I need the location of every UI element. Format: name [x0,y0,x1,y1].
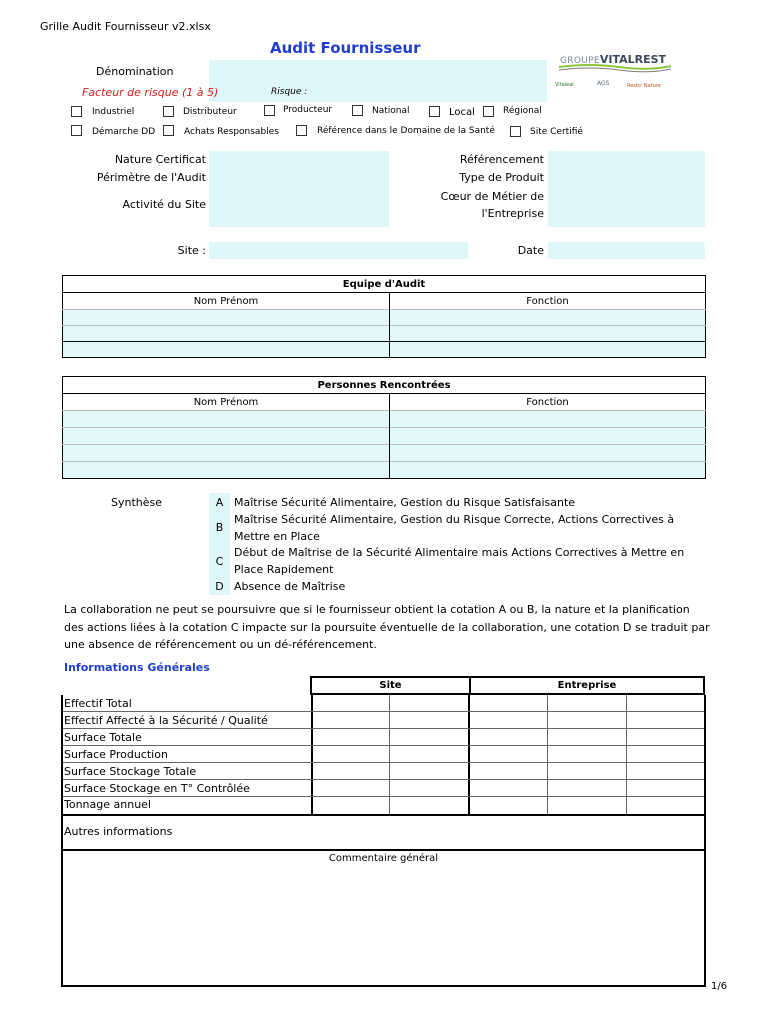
other-info-label: Autres informations [64,825,173,838]
people-met-function-cell[interactable] [390,428,706,445]
audit-team-col-name: Nom Prénom [63,293,390,310]
people-met-col-function: Fonction [526,396,569,408]
logo-sub1: Vitaleal [555,82,574,88]
page-number: 1/6 [711,981,728,992]
coeur-metier-label-1: Cœur de Métier de [440,190,544,203]
type-produit-label: Type de Produit [459,171,544,184]
checkbox-site-certifie[interactable] [510,126,521,137]
nature-certificat-label: Nature Certificat [114,153,206,166]
referencement-label: Référencement [459,153,544,166]
checkbox-label-regional: Régional [503,106,542,116]
checkbox-label-producteur: Producteur [283,105,333,115]
general-info-col-entreprise: Entreprise [557,680,617,691]
synthesis-label: Synthèse [111,496,163,509]
table-row [63,445,706,462]
logo-name: VITALREST [599,53,667,66]
people-met-name-cell[interactable] [63,411,390,428]
info-row-label: Effectif Total [64,697,132,710]
info-row-label: Surface Totale [64,731,142,744]
site-label: Site : [177,244,206,257]
checkbox-label-reference-sante: Référence dans le Domaine de la Santé [317,126,495,136]
date-field[interactable] [548,242,705,259]
checkbox-regional[interactable] [483,106,494,117]
audit-team-name-cell[interactable] [63,342,390,358]
table-row [63,462,706,479]
audit-team-table [62,275,706,358]
general-info-header [310,676,705,695]
logo-sub2: AGS [597,80,610,87]
audit-team-function-cell[interactable] [390,342,706,358]
people-met-function-cell[interactable] [390,462,706,479]
synthesis-option-a: Maîtrise Sécurité Alimentaire, Gestion du Risque Satisfaisante [234,496,576,509]
audit-team-name-cell[interactable] [63,326,390,342]
collaboration-text-line3: une absence de référencement ou un dé-référencement. [64,638,377,651]
checkbox-reference-sante[interactable] [296,125,307,136]
checkbox-industriel[interactable] [71,106,82,117]
logo-sub3: Resto' Nature [627,83,661,89]
logo-prefix: GROUPE [560,56,600,66]
checkbox-label-national: National [372,106,410,116]
info-row-label: Tonnage annuel [64,798,151,811]
checkbox-label-distributeur: Distributeur [183,107,237,117]
synthesis-option-b-line1: Maîtrise Sécurité Alimentaire, Gestion du Risque Correcte, Actions Correctives à [234,513,675,526]
general-comment-label: Commentaire général [328,853,439,864]
other-info-box[interactable] [61,814,706,851]
general-info-col-site: Site [379,680,402,691]
people-met-table [62,376,706,479]
checkbox-label-demarche-dd: Démarche DD [92,127,156,137]
perimetre-label: Périmètre de l'Audit [96,171,206,184]
synthesis-option-c-line2: Place Rapidement [234,563,334,576]
people-met-name-cell[interactable] [63,428,390,445]
general-info-title: Informations Générales [64,661,210,674]
company-logo [555,46,675,98]
people-met-function-cell[interactable] [390,445,706,462]
file-title: Grille Audit Fournisseur v2.xlsx [40,20,211,33]
checkbox-label-local: Local [449,107,475,118]
denomination-label: Dénomination [96,65,174,78]
table-row [63,310,706,326]
site-details-field[interactable] [209,151,389,227]
document-title: Audit Fournisseur [270,39,421,57]
collaboration-text-line2: des actions liées à la cotation C impacte sur la poursuite éventuelle de la collaboration, une cotation D se traduit par [64,621,710,634]
checkbox-distributeur[interactable] [163,106,174,117]
audit-team-function-cell[interactable] [390,326,706,342]
checkbox-achats-responsables[interactable] [163,125,174,136]
people-met-name-cell[interactable] [63,445,390,462]
synthesis-letter-b: B [215,521,224,534]
synthesis-letter-a: A [215,496,224,509]
checkbox-label-achats-responsables: Achats Responsables [184,127,279,137]
info-row-label: Surface Production [64,748,168,761]
info-row-label: Surface Stockage en T° Contrôlée [64,782,250,795]
coeur-metier-label-2: l'Entreprise [481,207,544,220]
company-details-field[interactable] [548,151,705,227]
table-row [63,342,706,358]
people-met-col-name: Nom Prénom [63,394,390,411]
denomination-field[interactable] [209,60,547,102]
checkbox-national[interactable] [352,105,363,116]
audit-team-col-function: Fonction [526,295,569,307]
collaboration-text-line1: La collaboration ne peut se poursuivre que si le fournisseur obtient la cotation A ou B, la nature et la planification [64,603,690,616]
synthesis-option-d: Absence de Maîtrise [234,580,346,593]
audit-team-title: Equipe d'Audit [63,276,706,293]
table-row [63,428,706,445]
general-comment-box[interactable] [61,849,706,987]
table-row [63,326,706,342]
logo-swoosh-icon [559,61,671,75]
risk-factor-label: Facteur de risque (1 à 5) [82,86,219,99]
info-row-label: Effectif Affecté à la Sécurité / Qualité [64,714,268,727]
checkbox-label-industriel: Industriel [92,107,135,117]
checkbox-producteur[interactable] [264,105,275,116]
people-met-name-cell[interactable] [63,462,390,479]
checkbox-label-site-certifie: Site Certifié [530,127,583,137]
table-row [63,411,706,428]
people-met-function-cell[interactable] [390,411,706,428]
synthesis-letter-d: D [215,580,224,593]
synthesis-letter-c: C [215,555,224,568]
audit-team-function-cell[interactable] [390,310,706,326]
activite-label: Activité du Site [122,198,206,211]
info-row-label: Surface Stockage Totale [64,765,197,778]
people-met-title: Personnes Rencontrées [63,377,706,394]
synthesis-option-c-line1: Début de Maîtrise de la Sécurité Alimentaire mais Actions Correctives à Mettre en [234,546,685,559]
audit-team-name-cell[interactable] [63,310,390,326]
checkbox-local[interactable] [429,106,440,117]
risk-label: Risque : [271,87,308,97]
synthesis-option-b-line2: Mettre en Place [234,530,320,543]
general-info-table [61,695,706,816]
checkbox-demarche-dd[interactable] [71,125,82,136]
date-label: Date [517,244,544,257]
